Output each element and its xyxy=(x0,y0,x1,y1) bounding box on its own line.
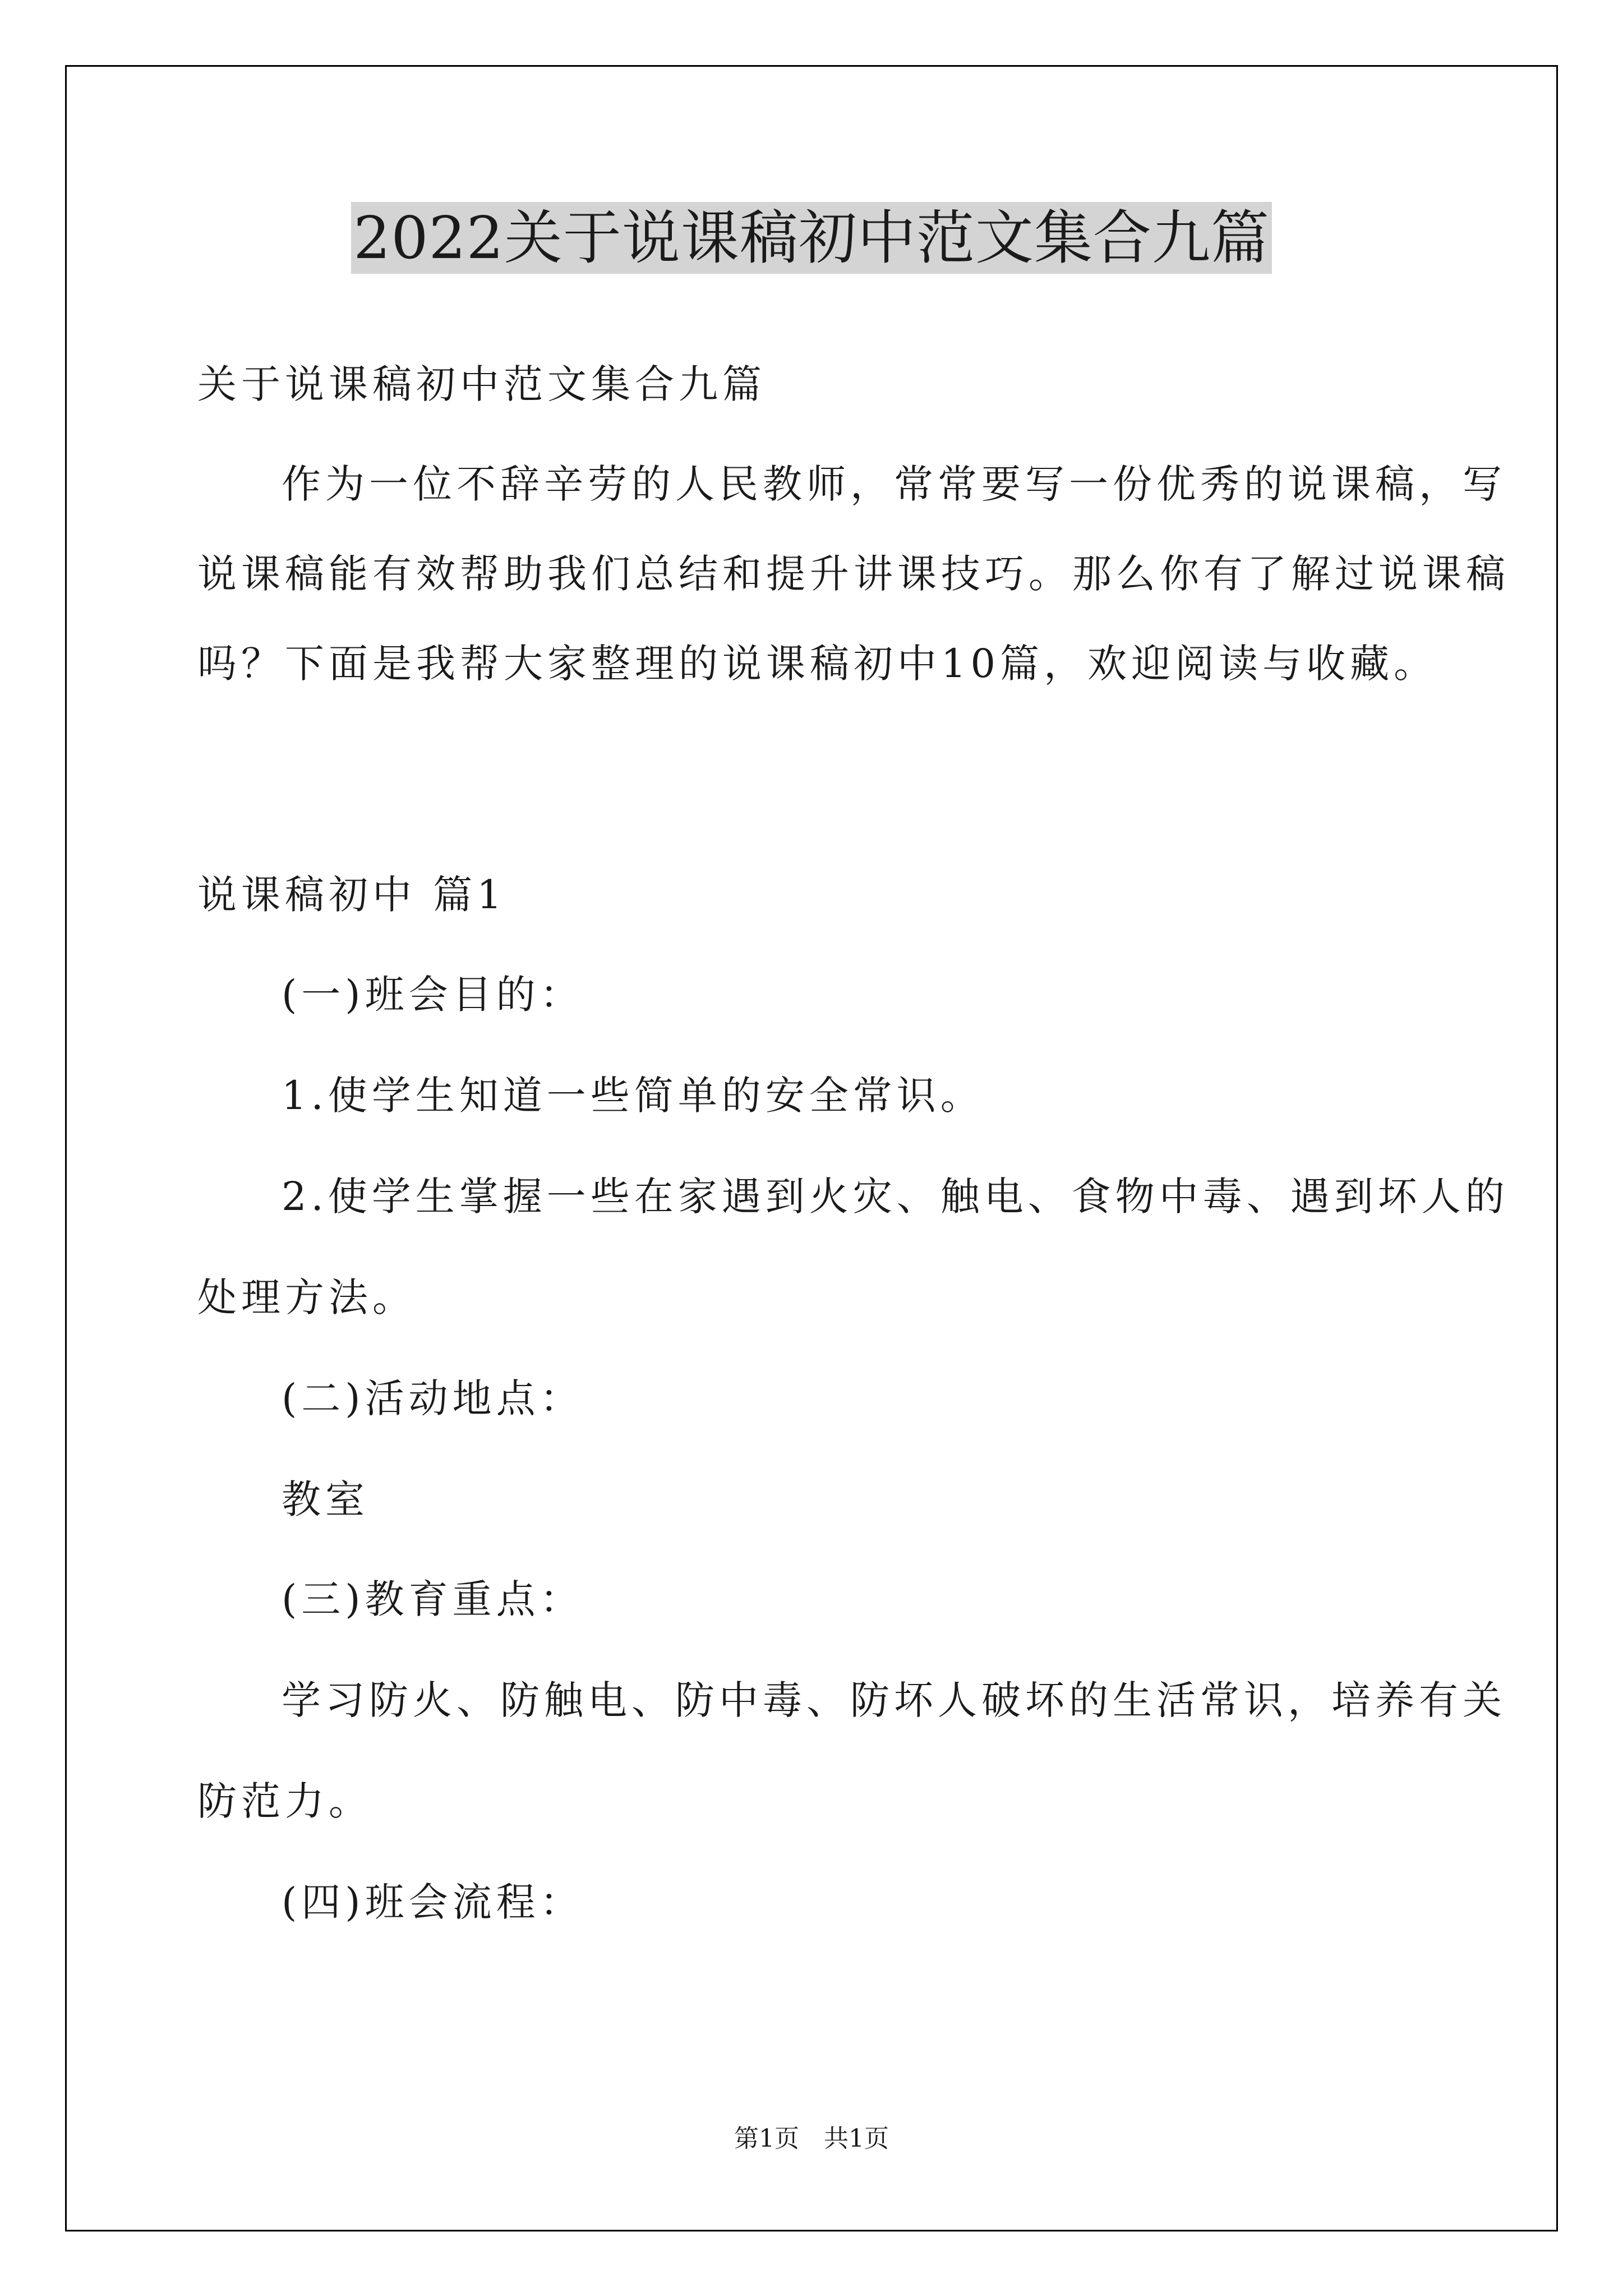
paragraph-line: 防范力。 xyxy=(197,1778,372,1824)
paragraph-line: (四)班会流程： xyxy=(282,1879,584,1925)
paragraph-line: 吗？下面是我帮大家整理的说课稿初中10篇，欢迎阅读与收藏。 xyxy=(197,641,1438,687)
paragraph-line: 学习防火、防触电、防中毒、防坏人破坏的生活常识，培养有关 xyxy=(282,1677,1506,1723)
paragraph-line: 2.使学生掌握一些在家遇到火灾、触电、食物中毒、遇到坏人的 xyxy=(282,1174,1509,1220)
paragraph-line: 作为一位不辞辛劳的人民教师，常常要写一份优秀的说课稿，写 xyxy=(282,461,1506,507)
subtitle-line: 关于说课稿初中范文集合九篇 xyxy=(197,361,766,407)
paragraph-line: 处理方法。 xyxy=(197,1274,416,1320)
paragraph-line: 教室 xyxy=(282,1476,369,1522)
section-heading: 说课稿初中 篇1 xyxy=(197,872,506,918)
paragraph-line: (一)班会目的： xyxy=(282,972,584,1018)
page-footer: 第1页 共1页 xyxy=(734,2124,889,2153)
paragraph-line: (三)教育重点： xyxy=(282,1576,584,1622)
title-container xyxy=(0,202,1623,274)
document-title: 2022关于说课稿初中范文集合九篇 xyxy=(351,202,1272,274)
paragraph-line: (二)活动地点： xyxy=(282,1375,584,1421)
paragraph-line: 1.使学生知道一些简单的安全常识。 xyxy=(282,1073,984,1119)
paragraph-line: 说课稿能有效帮助我们总结和提升讲课技巧。那么你有了解过说课稿 xyxy=(197,551,1510,597)
